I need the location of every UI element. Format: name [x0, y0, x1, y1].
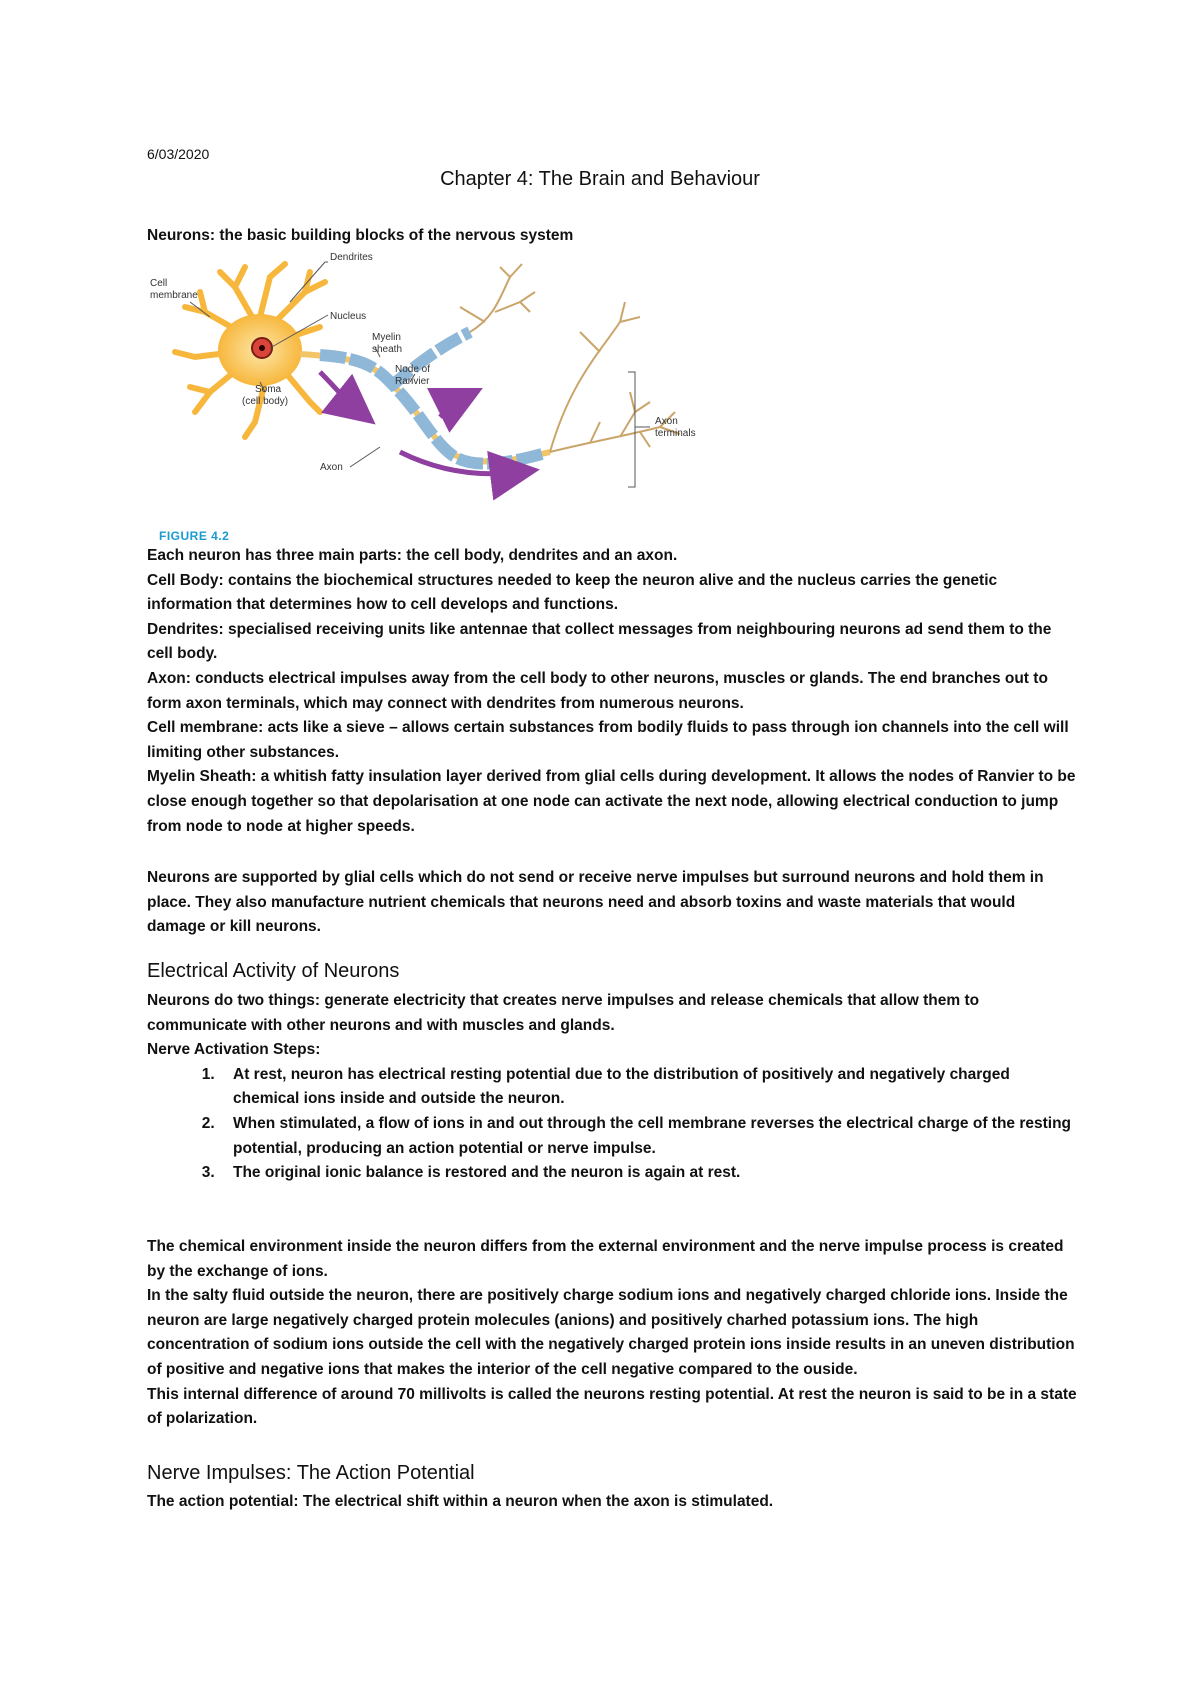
- cell-membrane-definition: Cell membrane: acts like a sieve – allows certain substances from bodily fluids to pass through ion channels into the cell will limiting other substances.: [147, 719, 1069, 761]
- neuron-diagram: [150, 252, 800, 522]
- label-soma-2: (cell body): [242, 396, 289, 407]
- chapter-title: Chapter 4: The Brain and Behaviour: [440, 168, 760, 190]
- document-date: 6/03/2020: [147, 146, 210, 162]
- label-node-2: Ranvier: [395, 376, 430, 387]
- label-soma-1: Soma: [255, 384, 282, 395]
- label-myelin-1: Myelin: [372, 332, 401, 343]
- chemical-paragraph-3: This internal difference of around 70 millivolts is called the neurons resting potential. At rest the neuron is said to be in a state of polarization.: [147, 1385, 1077, 1428]
- chemical-paragraph-1: The chemical environment inside the neuron differs from the external environment and the nerve impulse process is created by the exchange of ions.: [147, 1238, 1064, 1280]
- parts-intro: Each neuron has three main parts: the cell body, dendrites and an axon.: [147, 547, 678, 564]
- label-myelin-2: sheath: [372, 344, 403, 355]
- glial-section: [147, 866, 1077, 940]
- label-cell-membrane-2: membrane: [150, 290, 198, 301]
- label-node-1: Node of: [395, 364, 431, 375]
- label-dendrites: Dendrites: [330, 252, 373, 263]
- glial-paragraph: Neurons are supported by glial cells which do not send or receive nerve impulses but surround neurons and hold them in place. They also manufacture nutrient chemicals that neurons need and absorb toxins and waste materials that would damage or kill neurons.: [147, 869, 1044, 936]
- electrical-activity-section: [147, 989, 1077, 1186]
- electrical-activity-heading: Electrical Activity of Neurons: [147, 960, 400, 982]
- axon-terminals-shape: [460, 264, 680, 452]
- label-axon-terminals-1: Axon: [655, 416, 678, 427]
- neuron-parts-section: [147, 544, 1077, 839]
- nerve-impulses-section: [147, 1490, 1077, 1515]
- label-cell-membrane-1: Cell: [150, 278, 168, 289]
- activation-steps-list: [147, 1063, 1077, 1186]
- electrical-intro: Neurons do two things: generate electricity that creates nerve impulses and release chemicals that allow them to communicate with other neurons and with muscles and glands.: [147, 992, 980, 1034]
- steps-label: Nerve Activation Steps:: [147, 1041, 321, 1059]
- cell-body-definition: Cell Body: contains the biochemical structures needed to keep the neuron alive and the nucleus carries the genetic information that determines how to cell develops and functions.: [147, 571, 998, 614]
- impulse-arrow-2: [440, 397, 465, 417]
- label-nucleus: Nucleus: [330, 311, 367, 322]
- dendrites-definition: Dendrites: specialised receiving units like antennae that collect messages from neighbouring neurons ad send them to the cell body.: [147, 620, 1052, 663]
- list-item: 2. When stimulated, a flow of ions in and out through the cell membrane reverses the electrical charge of the resting potential, producing an action potential or nerve impulse.: [219, 1112, 1077, 1161]
- label-axon: Axon: [320, 462, 343, 473]
- chemical-environment-section: [147, 1235, 1077, 1432]
- axon-definition: Axon: conducts electrical impulses away from the cell body to other neurons, muscles or glands. The end branches out to form axon terminals, which may connect with dendrites from numerous neurons.: [147, 669, 1048, 712]
- chemical-paragraph-2: In the salty fluid outside the neuron, there are positively charge sodium ions and negatively charged chloride ions. Inside the neuron are large negatively charged protein molecules (anions) and positively charhed potassium ions. The high concentration of sodium ions outside the cell with the negatively charged protein ions inside results in an uneven distribution of positive and negative ions that makes the interior of the cell negative compared to the ouside.: [147, 1287, 1075, 1378]
- list-item: 3. The original ionic balance is restored and the neuron is again at rest.: [219, 1161, 1077, 1186]
- label-axon-terminals-2: terminals: [655, 428, 696, 439]
- myelin-sheath-definition: Myelin Sheath: a whitish fatty insulation layer derived from glial cells during development. It allows the nodes of Ranvier to be close enough together so that depolarisation at one node can activate the next node, allowing electrical conduction to jump from node to node at higher speeds.: [147, 768, 1076, 835]
- nerve-impulses-heading: Nerve Impulses: The Action Potential: [147, 1462, 475, 1484]
- list-item: 1. At rest, neuron has electrical resting potential due to the distribution of positively and negatively charged chemical ions inside and outside the neuron.: [219, 1063, 1077, 1112]
- impulse-arrow-1: [320, 372, 360, 412]
- figure-caption: FIGURE 4.2: [159, 529, 230, 543]
- neurons-heading: Neurons: the basic building blocks of the nervous system: [147, 227, 574, 244]
- action-potential-definition: The action potential: The electrical shift within a neuron when the axon is stimulated.: [147, 1493, 774, 1510]
